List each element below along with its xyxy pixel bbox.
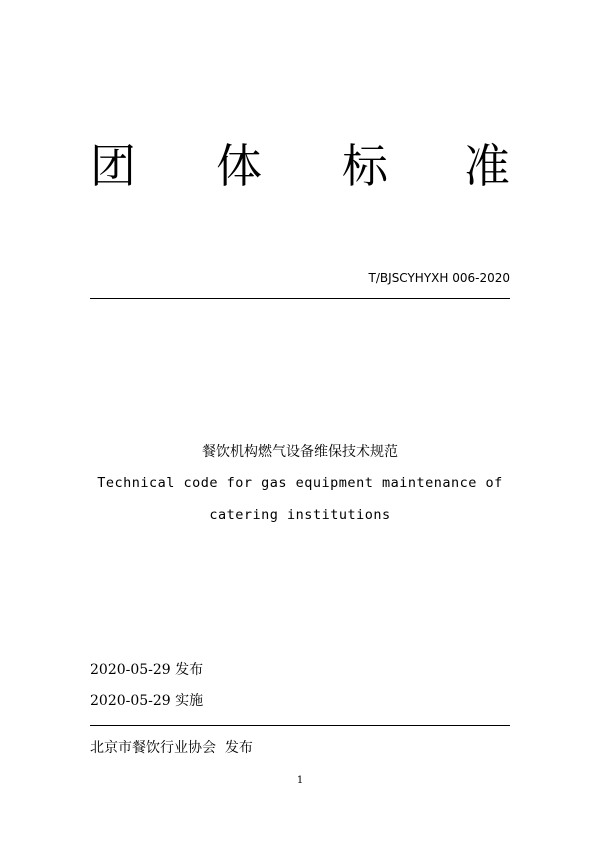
top-divider [90, 298, 510, 299]
heading-char: 标 [342, 139, 388, 193]
title-english-line-2: catering institutions [209, 507, 391, 523]
title-chinese: 餐饮机构燃气设备维保技术规范 [202, 444, 398, 460]
issue-date: 2020-05-29 发布 [90, 662, 204, 678]
issuer: 北京市餐饮行业协会 发布 [90, 740, 253, 756]
implementation-date: 2020-05-29 实施 [90, 693, 204, 709]
document-category-heading [90, 138, 510, 194]
title-english-line-1: Technical code for gas equipment maintenance of [97, 475, 503, 491]
standard-code: T/BJSCYHYXH 006-2020 [368, 271, 510, 285]
bottom-divider [90, 725, 510, 726]
heading-char: 体 [216, 139, 262, 193]
heading-char: 准 [464, 139, 510, 193]
heading-char: 团 [90, 139, 136, 193]
page-number: 1 [296, 775, 304, 786]
